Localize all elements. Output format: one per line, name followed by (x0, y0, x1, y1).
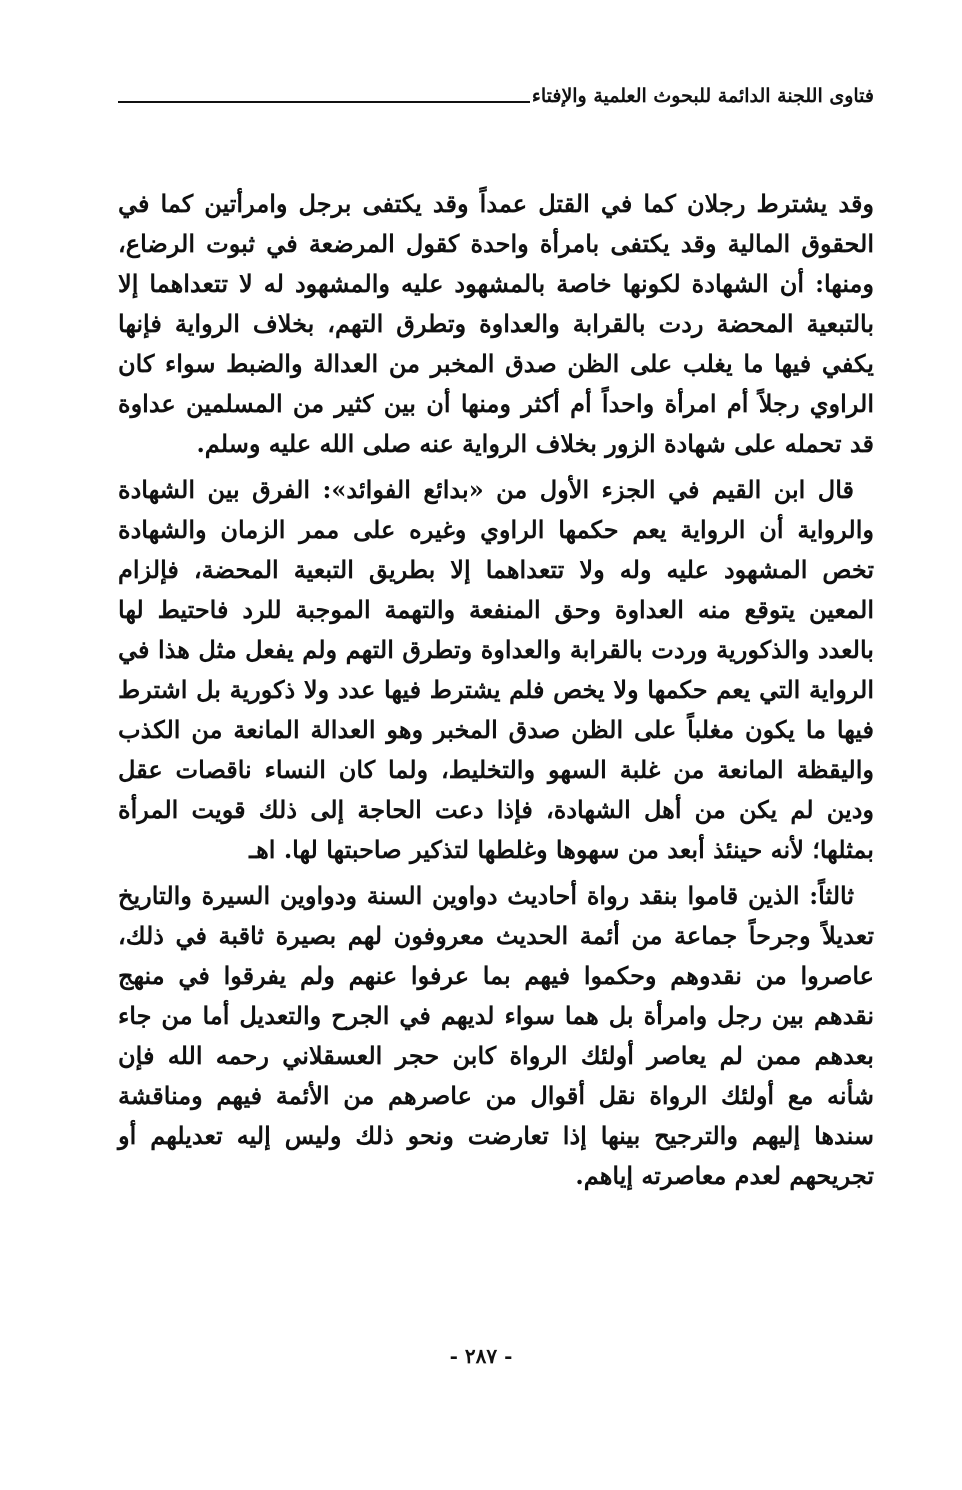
paragraph-thirdly-narrator-critics: ثالثاً: الذين قاموا بنقد رواة أحاديث دواوين السنة ودواوين السيرة والتاريخ تعديلاً وجرحاً جماعة من أئمة الحديث معروفون لهم بصيرة ثاقبة في ذلك، عاصروا من نقدوهم وحكموا فيهم بما عرفوا عنهم ولم يفرقوا في منهج نقدهم بين رجل وامرأة بل هما سواء لديهم في الجرح والتعديل أما من جاء بعدهم ممن لم يعاصر أولئك الرواة كابن حجر العسقلاني رحمه الله فإن شأنه مع أولئك الرواة نقل أقوال من عاصرهم من الأئمة فيهم ومناقشة سندها إليهم والترجيح بينها إذا تعارضت ونحو ذلك وليس إليه تعديلهم أو تجريحهم لعدم معاصرته إياهم. (118, 881, 875, 1190)
header-rule (118, 101, 530, 103)
paragraph-ibn-qayyim-quote: قال ابن القيم في الجزء الأول من «بدائع الفوائد»: الفرق بين الشهادة والرواية أن الرواية يعم حكمها الراوي وغيره على ممر الزمان والشهادة تخص المشهود عليه وله ولا تتعداهما إلا بطريق التبعية المحضة، فإلزام المعين يتوقع منه العداوة وحق المنفعة والتهمة الموجبة للرد فاحتيط لها بالعدد والذكورية وردت بالقرابة والعداوة وتطرق التهم ولم يفعل مثل هذا في الرواية التي يعم حكمها ولا يخص فلم يشترط فيها عدد ولا ذكورية بل اشترط فيها ما يكون مغلباً على الظن صدق المخبر وهو العدالة المانعة من الكذب واليقظة المانعة من غلبة السهو والتخليط، ولما كان النساء ناقصات عقل ودين لم يكن من أهل الشهادة، فإذا دعت الحاجة إلى ذلك قويت المرأة بمثلها؛ لأنه حينئذ أبعد من سهوها وغلطها لتذكير صاحبتها لها. اهـ (118, 475, 875, 864)
body-text (118, 184, 874, 1196)
page-number: - ٢٨٧ - (449, 1344, 513, 1368)
paragraph-witness-conditions: وقد يشترط رجلان كما في القتل عمداً وقد يكتفى برجل وامرأتين كما في الحقوق المالية وقد يكتفى بامرأة واحدة كقول المرضعة في ثبوت الرضاع، ومنها: أن الشهادة لكونها خاصة بالمشهود عليه والمشهود له لا تتعداهما إلا بالتبعية المحضة ردت بالقرابة والعداوة وتطرق التهم، بخلاف الرواية فإنها يكفي فيها ما يغلب على الظن صدق المخبر من العدالة والضبط سواء كان الراوي رجلاً أم امرأة واحداً أم أكثر ومنها أن بين كثير من المسلمين عداوة قد تحمله على شهادة الزور بخلاف الرواية عنه صلى الله عليه وسلم. (118, 189, 875, 458)
page-header (118, 82, 874, 110)
book-title: فتاوى اللجنة الدائمة للبحوث العلمية والإفتاء (531, 85, 874, 107)
